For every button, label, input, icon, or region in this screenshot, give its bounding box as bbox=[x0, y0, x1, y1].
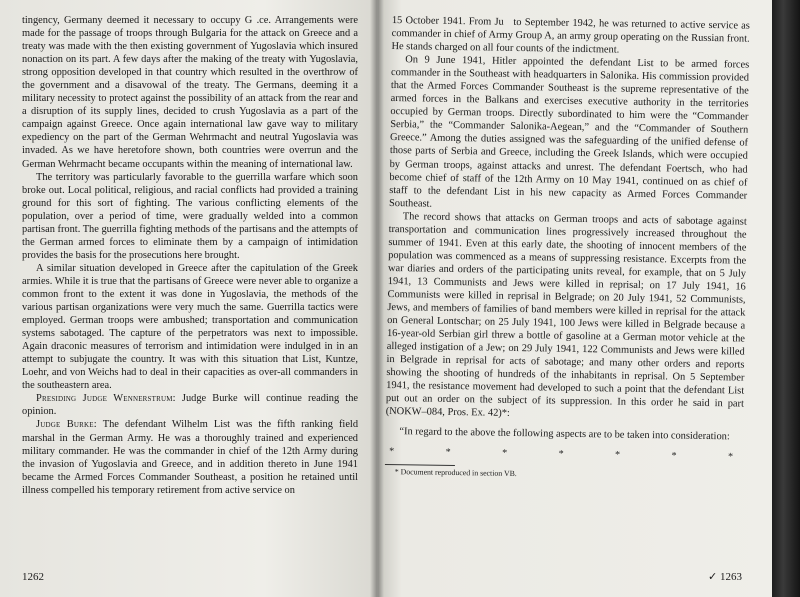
right-page bbox=[378, 0, 772, 597]
left-page bbox=[0, 0, 378, 597]
page-number: 1262 bbox=[22, 571, 44, 583]
paragraph: The territory was particularly favorable to the guerrilla warfare which soon broke out. Local political, religious, and racial conflicts had provided a training ground for this sort of fighting. The various conflicting elements of the population, over a period of time, were gradually welded into a common partisan front. The guerrilla fighting methods of the partisans and the attempts of the German armed forces to eliminate them by a campaign of intimidation provides the basis for the prosecutions here brought. bbox=[22, 171, 358, 261]
speaker-text: The defendant Wilhelm List was the fifth ranking field marshal in the German Army. He was a thoroughly trained and experienced military commander. He was the commander in chief of the 12th Army during the invasion of Yugoslavia and Greece, and in addition thereto in June 1941 became the Armed Forces Commander Southeast, a position he retained until illness compelled his temporary retirement from active service on bbox=[22, 419, 359, 496]
paragraph: The record shows that attacks on German troops and acts of sabotage against transportation and communication lines progressively increased throughout the summer of 1941. Even at this early date, the shooting of innocent members of the population was commenced as a means of suppressing resistance. Excerpts from the war diaries and orders of the participating units reveal, for example, that on 5 July 1941, 13 Communists and Jews were killed in reprisal; on 17 July 1941, 16 Communists were killed in reprisal in Belgrade; on 20 July 1941, 52 Communists, Jews, and members of families of band members were killed in reprisal for the attack on General Lontschar; on 25 July 1941, 100 Jews were killed in Belgrade because a 16-year-old Serbian girl threw a bottle of gasoline at a German motor vehicle at the alleged instigation of a Jew; on 29 July 1941, 122 Communists and Jews were killed in Belgrade in reprisal for acts of sabotage; and many other orders and reports showing the shooting of hundreds of the inhabitants in reprisal. On 5 September 1941, the resistance movement had developed to such a point that the defendant List put out an order on the subject of its suppression. In this order he said in part (NOKW–084, Pros. Ex. 42)*: bbox=[385, 210, 747, 420]
footnote-rule bbox=[385, 463, 455, 465]
quoted-text: “In regard to the above the following aspects are to be taken into consideration: bbox=[399, 426, 730, 443]
ellipsis-asterisk: * bbox=[389, 445, 395, 457]
speaker-label: Presiding Judge Wennerstrum: bbox=[36, 393, 176, 405]
paragraph: On 9 June 1941, Hitler appointed the defendant List to be armed forces commander in the Southeast with headquarters in Salonika. His commission provided that the Armed Forces Commander Southeast is the supreme representative of the armed forces in the Balkans and exercises executive authority in the territories occupied by German troops. Directly subordinated to him were the “Commander Serbia,” the “Commander Salonika-Aegean,” and the “Commander of Southern Greece.” Among the duties assigned was the safeguarding of the unified defense of those parts of Serbia and Greece, including the Greek Islands, which were occupied by German troops, against attacks and unrest. The defendant Foertsch, who had become chief of staff of the 12th Army on 10 May 1941, continued on as chief of staff to the defendant List in his new capacity as Armed Forces Commander Southeast. bbox=[388, 54, 750, 210]
ellipsis-asterisk: * bbox=[558, 448, 564, 460]
paragraph: 15 October 1941. From Ju to September 1942, he was returned to active service as commander in chief of Army Group A, an army group operating on the Russian front. He stands charged on all four counts of the indictment. bbox=[391, 14, 750, 56]
footnote: * Document reproduced in section VB. bbox=[394, 466, 517, 478]
ellipsis-asterisk: * bbox=[502, 447, 508, 459]
left-text-column bbox=[22, 14, 358, 497]
paragraph: A similar situation developed in Greece after the capitulation of the Greek armies. While it is true that the partisans of Greece were never able to organize a common front to the extent it was done in Yugoslavia, the methods of the various partisan organizations were very much the same. Guerrilla tactics were employed. German troops were ambushed; transportation and communication systems sabotaged. The capture of the perpetrators was next to impossible. Again draconic measures of terrorism and intimidation were indulged in in an attempt to subjugate the country. It was with this situation that List, Kuntze, Loehr, and von Weichs had to deal in their capacities as over-all commanders in the southeastern area. bbox=[22, 262, 358, 392]
ellipsis-asterisk: * bbox=[728, 450, 734, 462]
right-text-column bbox=[385, 14, 750, 482]
ellipsis-asterisk: * bbox=[671, 449, 677, 462]
paragraph: tingency, Germany deemed it necessary to occupy G .ce. Arrangements were made for the passage of troops through Bulgaria for the attack on Greece and a treaty was made with the then existing government of Yugoslavia which insured nonaction on its part. A few days after the making of the treaty with Yugoslavia, strong opposition developed in that country which resulted in the overthrow of the government and a disavowal of the treaty. The Germans, deeming it a military necessity to protect against the possibility of an attack from the rear and a disruption of its supply lines, decided to crush Yugoslavia as a part of the campaign against Greece. Once again international law gave way to military expediency on the part of the German Wehrmacht and neutral Yugoslavia was invaded. As we have heretofore shown, both countries were overrun and the German Wehrmacht became occupants within the meaning of international law. bbox=[22, 15, 358, 170]
page-mark: ✓ bbox=[708, 571, 718, 583]
presiding-judge-paragraph bbox=[22, 392, 358, 418]
judge-burke-paragraph bbox=[22, 418, 358, 496]
book-gutter-shadow bbox=[370, 0, 384, 597]
page-number bbox=[708, 570, 742, 583]
page-edge-shadow bbox=[772, 0, 800, 597]
speaker-label: Judge Burke: bbox=[36, 419, 97, 431]
ellipsis-asterisk: * bbox=[445, 446, 451, 458]
page-number-value: 1263 bbox=[720, 571, 742, 583]
ellipsis-asterisk: * bbox=[615, 449, 621, 461]
speaker-text: Judge Burke will continue reading the opinion. bbox=[22, 393, 359, 418]
